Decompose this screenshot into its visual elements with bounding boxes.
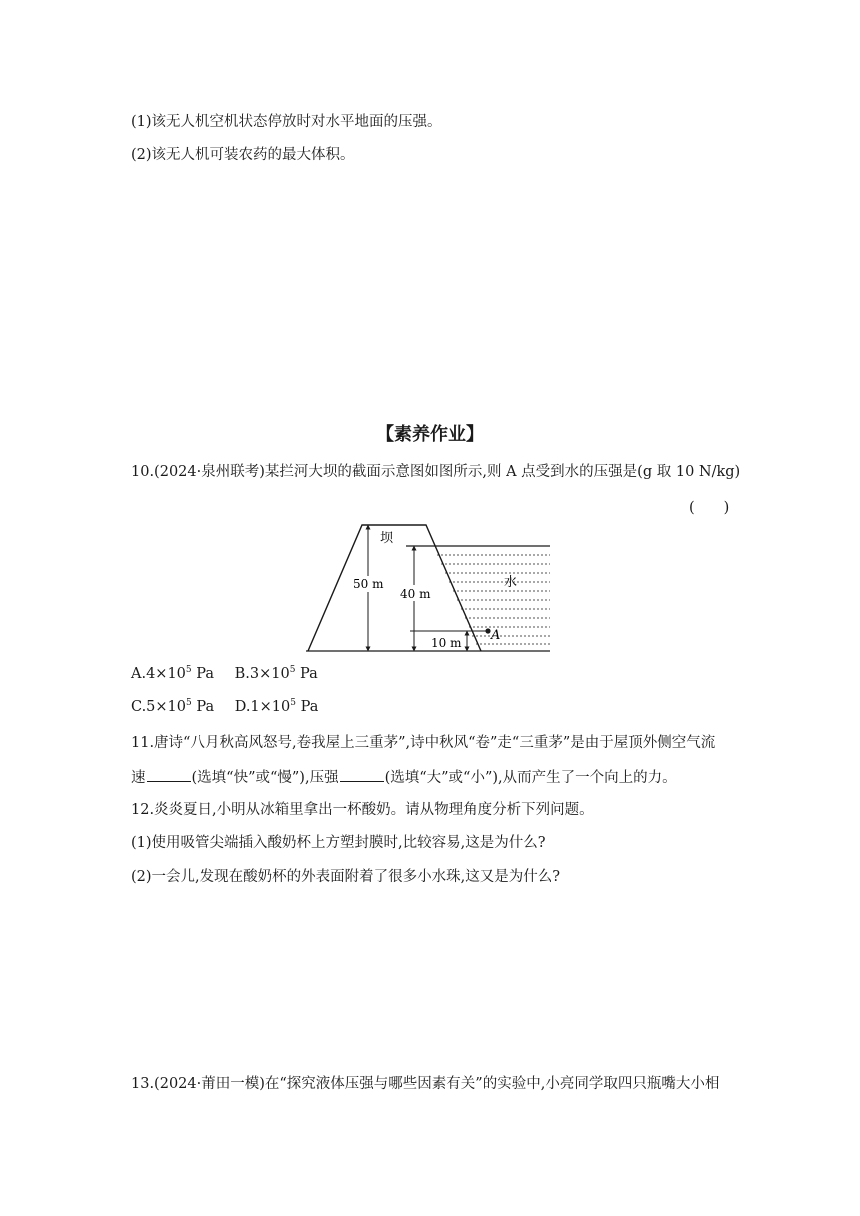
dam-outline bbox=[308, 525, 481, 651]
point-a-dot bbox=[485, 628, 490, 633]
q11-line2: 速 (选填“快”或“慢”),压强 (选填“大”或“小”),从而产生了一个向上的力。 bbox=[131, 767, 677, 788]
option-d: $D.1\times 10^5$ Pa bbox=[234, 698, 319, 715]
q10-answer-parens: ( ) bbox=[689, 500, 730, 516]
q10-stem: 10.(2024·泉州联考)某拦河大坝的截面示意图如图所示,则 A 点受到水的压强是(g 取 10 N/kg) bbox=[131, 464, 741, 480]
q9-sub2: (2)该无人机可装农药的最大体积。 bbox=[131, 147, 355, 163]
q12-sub1: (1)使用吸管尖端插入酸奶杯上方塑封膜时,比较容易,这是为什么? bbox=[131, 835, 546, 851]
section-title: 【素养作业】 bbox=[376, 424, 484, 445]
dam-cross-section-diagram bbox=[300, 518, 560, 658]
q11-line1: 11.唐诗“八月秋高风怒号,卷我屋上三重茅”,诗中秋风“卷”走“三重茅”是由于屋顶外侧空气流 bbox=[131, 735, 716, 751]
option-b: $B.3\times 10^5$ Pa bbox=[234, 665, 318, 682]
q11-blank-1[interactable] bbox=[147, 767, 191, 782]
height-10m-label: 10 m bbox=[431, 636, 462, 650]
option-c: $C.5\times 10^5$ Pa bbox=[131, 698, 215, 715]
dam-label: 坝 bbox=[380, 531, 394, 546]
q13-stem: 13.(2024·莆田一模)在“探究液体压强与哪些因素有关”的实验中,小亮同学取四只瓶嘴大小相 bbox=[131, 1076, 720, 1092]
q10-options-row1 bbox=[131, 664, 318, 684]
water-label: 水 bbox=[504, 575, 518, 590]
depth-40m-label: 40 m bbox=[400, 587, 431, 601]
height-50m-label: 50 m bbox=[353, 577, 384, 591]
q9-sub1: (1)该无人机空机状态停放时对水平地面的压强。 bbox=[131, 114, 442, 130]
q12-stem: 12.炎炎夏日,小明从冰箱里拿出一杯酸奶。请从物理角度分析下列问题。 bbox=[131, 802, 594, 818]
point-a-label: A bbox=[491, 628, 501, 643]
q10-options-row2 bbox=[131, 697, 318, 717]
option-a: $A.4\times 10^5$ Pa bbox=[131, 665, 214, 682]
q12-sub2: (2)一会儿,发现在酸奶杯的外表面附着了很多小水珠,这又是为什么? bbox=[131, 869, 561, 885]
q11-blank-2[interactable] bbox=[340, 767, 384, 782]
